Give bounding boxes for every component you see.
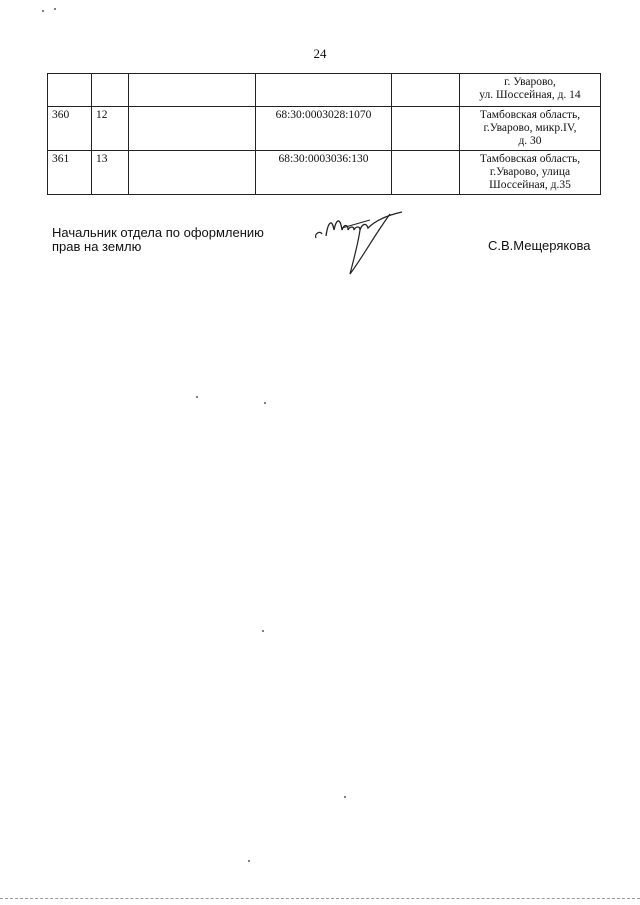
blank-cell [129, 74, 256, 107]
table-row [48, 74, 601, 107]
cadastral-number-cell [256, 74, 392, 107]
scan-speck [248, 860, 250, 862]
blank-cell [129, 151, 256, 195]
scan-speck [42, 10, 44, 12]
sub-number-cell: 13 [92, 151, 129, 195]
address-line: г.Уварово, улица [489, 166, 571, 178]
table-row [48, 151, 601, 195]
address-cell [460, 151, 601, 195]
address-cell [460, 74, 601, 107]
scan-speck [344, 796, 346, 798]
sub-number-cell [92, 74, 129, 107]
address-line: Шоссейная, д.35 [489, 179, 571, 191]
blank-cell [392, 107, 460, 151]
row-number-cell: 360 [48, 107, 92, 151]
table-row [48, 107, 601, 151]
address-cell [460, 107, 601, 151]
land-plots-table [47, 73, 601, 195]
scan-speck [196, 396, 198, 398]
cadastral-number-cell: 68:30:0003036:130 [256, 151, 392, 195]
scan-speck [262, 630, 264, 632]
signer-name: С.В.Мещерякова [488, 238, 591, 253]
scan-speck [264, 402, 266, 404]
blank-cell [129, 107, 256, 151]
page-number: 24 [313, 46, 327, 61]
blank-cell [392, 74, 460, 107]
address-line: г.Уварово, микр.IV, [483, 122, 577, 134]
address-line: г. Уварово, [504, 76, 556, 88]
signer-position-line: прав на землю [52, 239, 142, 254]
address-line: ул. Шоссейная, д. 14 [479, 89, 581, 101]
address-line: Тамбовская область, [479, 153, 581, 165]
scan-speck [54, 8, 56, 10]
blank-cell [392, 151, 460, 195]
handwritten-signature [312, 200, 422, 280]
sub-number-cell: 12 [92, 107, 129, 151]
address-line: д. 30 [518, 135, 542, 147]
signer-position-line: Начальник отдела по оформлению [52, 225, 264, 240]
row-number-cell: 361 [48, 151, 92, 195]
address-line: Тамбовская область, [479, 109, 581, 121]
row-number-cell [48, 74, 92, 107]
signer-position [52, 226, 264, 254]
cadastral-number-cell: 68:30:0003028:1070 [256, 107, 392, 151]
scan-edge [0, 898, 640, 899]
